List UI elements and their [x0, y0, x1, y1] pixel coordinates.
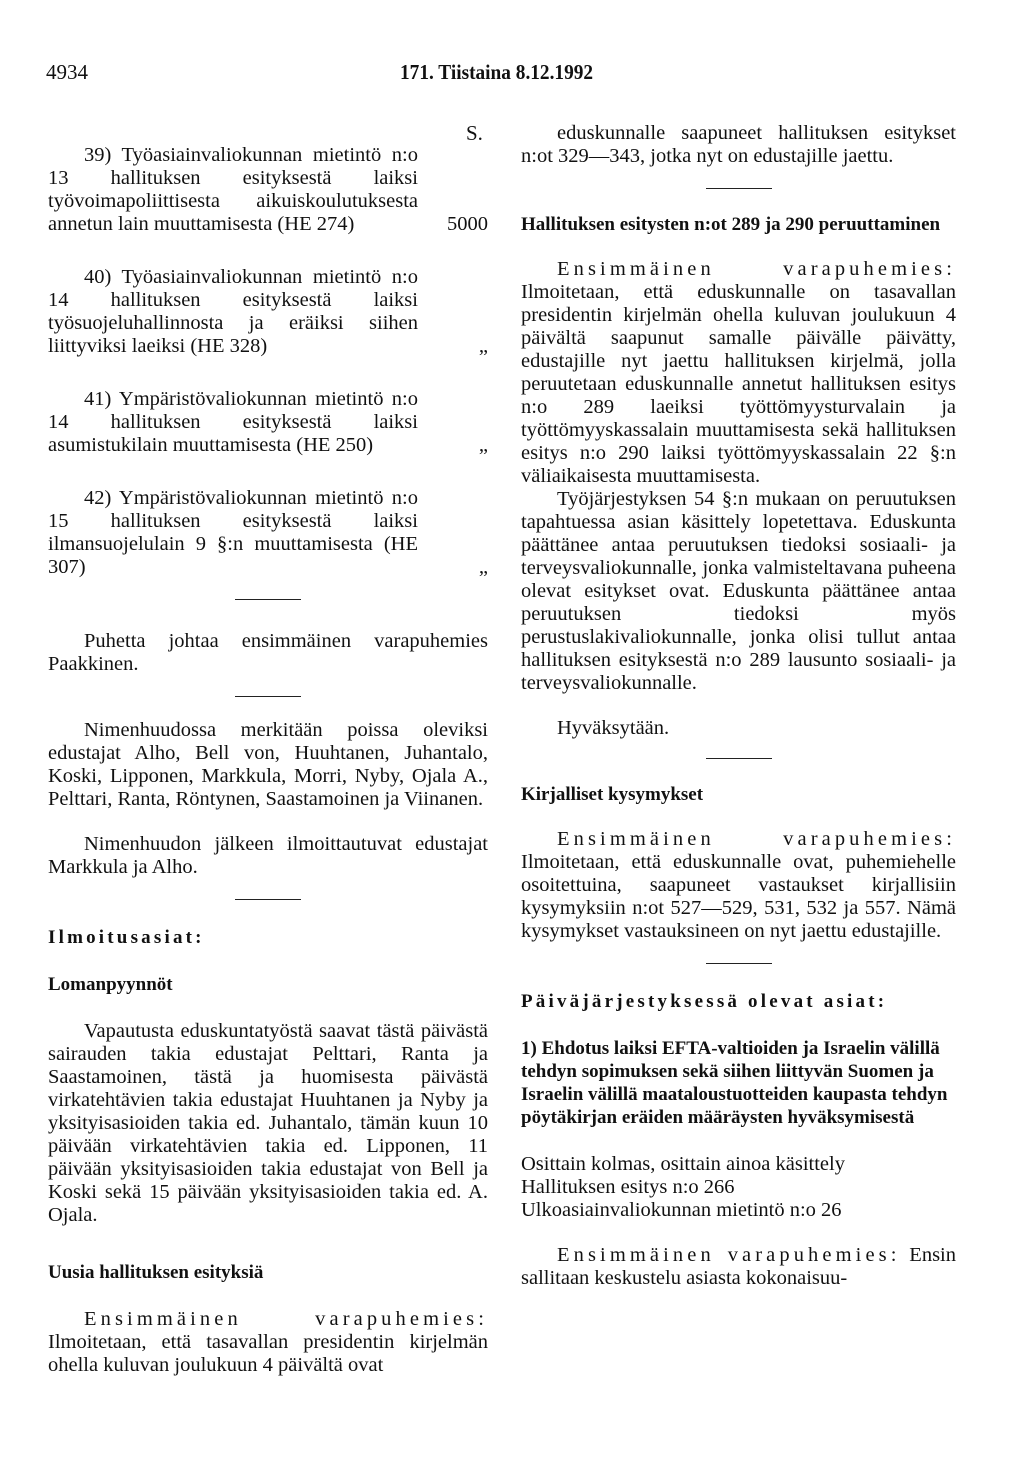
withdrawal-paragraph-2: Työjärjestyksen 54 §:n mukaan on peruutuksen tapahtuessa asian käsittely lopetettava. Eduskunta päättänee antaa peruutuksen tiedoksi sosiaali- ja terveysvaliokunnalle, jonka valmisteltavana puheena olevat esitykset ovat. Eduskunta päättänee antaa peruutuksen tiedoksi myös perustuslakivaliokunnalle, jonka olisi tullut antaa hallituksen esityksestä n:o 289 lausunto sosiaali- ja terveysvaliokunnalle. [521, 488, 956, 694]
agenda-item-text: 42) Ympäristövaliokunnan mietintö n:o 15 hallituksen esityksestä laiksi ilmansuojelulain 9 §:n muuttamisesta (HE 307) [48, 487, 418, 578]
rollcall-paragraph: Nimenhuudossa merkitään poissa oleviksi edustajat Alho, Bell von, Huuhtanen, Juhantalo, Koski, Lipponen, Markkula, Morri, Nyby, Ojala A., Pelttari, Ranta, Röntynen, Saastamoinen ja Viinanen. [48, 719, 488, 810]
leave-requests-heading: Lomanpyynnöt [48, 974, 173, 995]
chair-paragraph: Puhetta johtaa ensimmäinen varapuhemies Paakkinen. [48, 630, 488, 675]
agenda-item-1-line: Ulkoasiainvaliokunnan mietintö n:o 26 [521, 1199, 842, 1221]
agenda-heading: Päiväjärjestyksessä olevat asiat: [521, 991, 888, 1012]
written-questions-paragraph [521, 828, 956, 943]
speaker-name: Ensimmäinen varapuhemies: [557, 258, 956, 280]
agenda-item-1-line: Osittain kolmas, osittain ainoa käsittely [521, 1153, 845, 1175]
final-text: Ensin sallitaan keskustelu asiasta kokonaisuu- [521, 1244, 956, 1289]
leave-requests-paragraph: Vapautusta eduskuntatyöstä saavat tästä päivästä sairauden takia edustajat Pelttari, Ranta ja Saastamoinen, tästä ja huomisesta päivästä virkatehtävien takia edustajat Huuhtanen ja Nyby ja yksityisasioiden takia ed. Juhantalo, tämän kuun 10 päivään virkatehtävien takia ed. Lipponen, 11 päivään yksityisasioiden takia edustajat von Bell ja Koski sekä 15 päivään yksityisasioiden takia ed. A. Ojala. [48, 1020, 488, 1226]
agenda-item-text: 41) Ympäristövaliokunnan mietintö n:o 14 hallituksen esityksestä laiksi asumistukilain muuttamisesta (HE 250) [48, 388, 418, 456]
approved-text: Hyväksytään. [557, 717, 670, 739]
agenda-item-40 [48, 266, 488, 358]
withdrawal-heading: Hallituksen esitysten n:ot 289 ja 290 peruuttaminen [521, 214, 941, 235]
left-column [48, 122, 488, 1377]
agenda-item-text: 40) Työasiainvaliokunnan mietintö n:o 14 hallituksen esityksestä laiksi työsuojeluhallinnosta ja eräiksi siihen liittyviksi laeiksi (HE 328) [48, 266, 418, 357]
announcements-heading: Ilmoitusasiat: [48, 927, 205, 948]
final-paragraph [521, 1244, 956, 1290]
written-questions-heading: Kirjalliset kysymykset [521, 784, 704, 805]
running-head: 171. Tiistaina 8.12.1992 [400, 60, 594, 84]
speaker-name: Ensimmäinen varapuhemies: [557, 828, 956, 850]
page-number: 4934 [46, 60, 88, 84]
withdrawal-paragraph [521, 258, 956, 488]
page-column-label: S. [466, 121, 483, 145]
speaker-name: Ensimmäinen varapuhemies: [84, 1308, 488, 1330]
agenda-item-value: „ [478, 434, 488, 456]
agenda-item-42 [48, 487, 488, 579]
speaker-name: Ensimmäinen varapuhemies: [557, 1244, 901, 1266]
agenda-item-value: 5000 [447, 213, 488, 235]
agenda-item-1-line: Hallituksen esitys n:o 266 [521, 1176, 735, 1198]
agenda-item-value: „ [478, 556, 488, 578]
agenda-item-41 [48, 388, 488, 457]
written-questions-text: Ilmoitetaan, että eduskunnalle ovat, puhemiehelle osoitettuina, saapuneet vastaukset kirjallisiin kysymyksiin n:ot 527—529, 531, 532 ja 557. Nämä kysymykset vastauksineen on nyt jaettu edustajille. [521, 851, 956, 942]
agenda-item-text: 39) Työasiainvaliokunnan mietintö n:o 13 hallituksen esityksestä laiksi työvoimapoliittisesta aikuiskoulutuksesta annetun lain muuttamisesta (HE 274) [48, 144, 418, 235]
new-bills-text: Ilmoitetaan, että tasavallan presidentin kirjelmän ohella kuluvan joulukuun 4 päivältä ovat [48, 1331, 488, 1376]
agenda-item-39 [48, 144, 488, 236]
continuation-paragraph: eduskunnalle saapuneet hallituksen esitykset n:ot 329—343, jotka nyt on edustajille jaettu. [521, 122, 956, 167]
agenda-item-value: „ [478, 335, 488, 357]
new-bills-paragraph [48, 1308, 488, 1377]
agenda-item-1-title: 1) Ehdotus laiksi EFTA-valtioiden ja Israelin välillä tehdyn sopimuksen sekä siihen liittyvän Suomen ja Israelin välillä maataloustuotteiden kaupasta tehdyn pöytäkirjan eräiden määräysten hyväksymisestä [521, 1038, 948, 1128]
right-column [521, 122, 956, 1290]
new-bills-heading: Uusia hallituksen esityksiä [48, 1262, 264, 1283]
withdrawal-text: Ilmoitetaan, että eduskunnalle on tasavallan presidentin kirjelmän ohella kuluvan joulukuun 4 päivältä saapunut samalle päivälle päivätty, edustajille nyt jaettu hallituksen kirjelmä, jolla peruutetaan eduskunnalle annetut hallituksen esitys n:o 289 laeiksi työttömyysturvalain ja työttömyyskassalain muuttamisesta sekä hallituksen esitys n:o 290 laiksi työttömyyskassalain 22 §:n väliaikaisesta muuttamisesta. [521, 281, 956, 487]
after-rollcall-paragraph: Nimenhuudon jälkeen ilmoittautuvat edustajat Markkula ja Alho. [48, 833, 488, 878]
